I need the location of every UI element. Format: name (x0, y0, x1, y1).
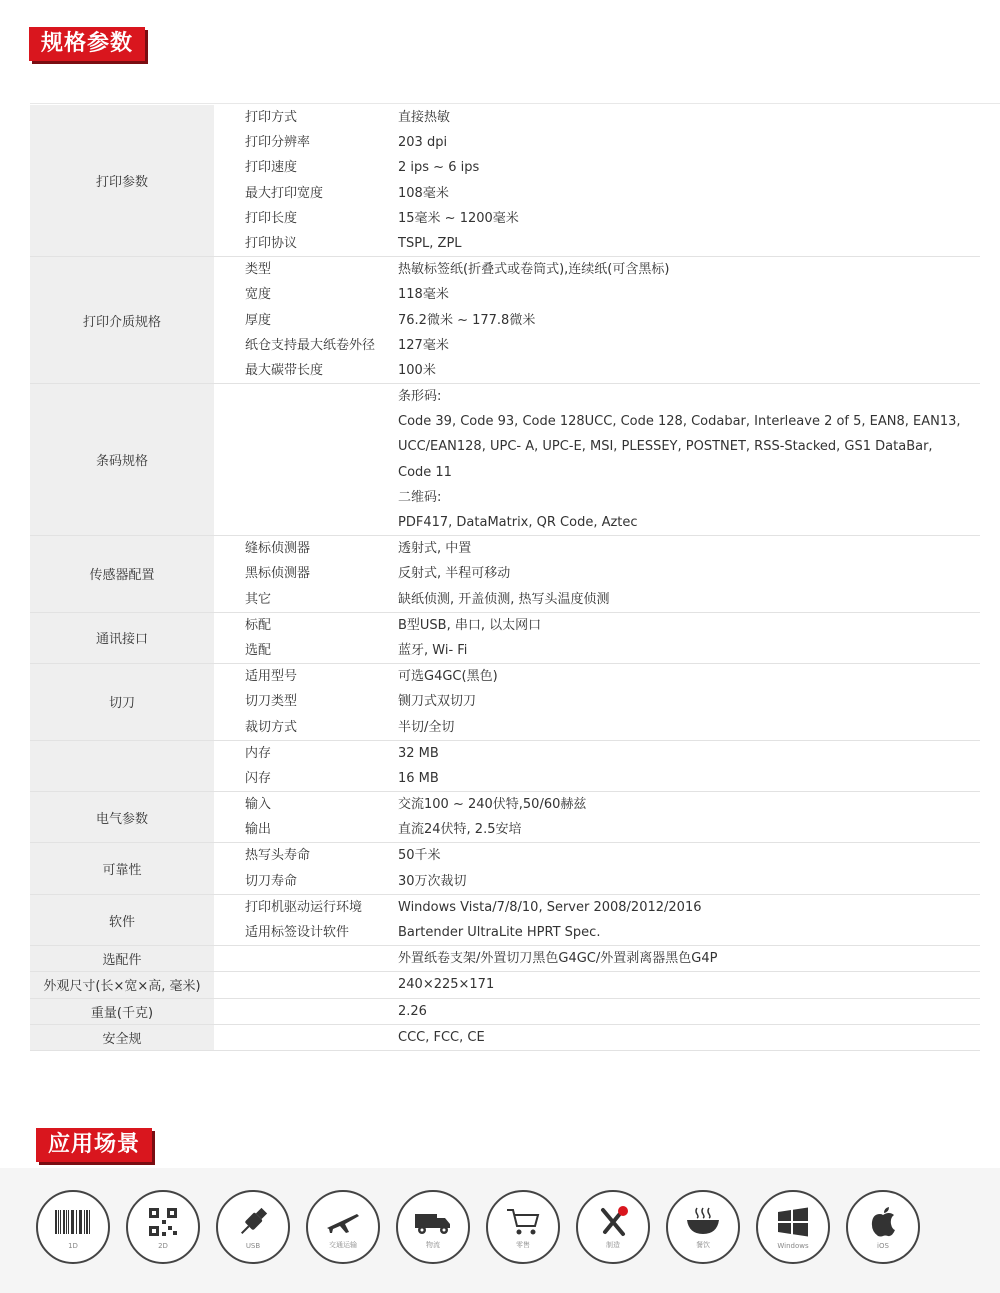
spec-value: 透射式, 中置 (398, 541, 472, 557)
spec-value: 2.26 (398, 1003, 427, 1019)
spec-key: 类型 (245, 262, 272, 278)
spec-key: 适用标签设计软件 (245, 925, 350, 940)
spec-row (214, 689, 980, 714)
spec-value: Bartender UltraLite HPRT Spec. (398, 925, 601, 940)
spec-section-title: 规格参数 (29, 27, 145, 61)
spec-key: 纸仓支持最大纸卷外径 (245, 337, 376, 353)
spec-row (214, 920, 980, 945)
bowl-icon (683, 1212, 723, 1242)
spec-key: 打印机驱动运行环境 (245, 899, 363, 915)
spec-key: 缝标侦测器 (245, 541, 311, 557)
apple-icon (863, 1212, 903, 1242)
spec-row (214, 257, 980, 282)
spec-value: 二维码: (398, 489, 442, 505)
scene-label: 零售 (516, 1241, 530, 1249)
scene-item (396, 1190, 470, 1264)
spec-category: 电气参数 (30, 792, 214, 842)
spec-value: 30万次裁切 (398, 873, 467, 889)
spec-row (214, 843, 980, 868)
scene-label: 餐饮 (696, 1241, 710, 1249)
scene-label: Windows (777, 1242, 809, 1250)
spec-table (30, 105, 980, 1051)
spec-value: 240×225×171 (398, 977, 495, 993)
spec-category (30, 741, 214, 791)
spec-group (30, 664, 980, 741)
spec-key (214, 485, 398, 510)
spec-category: 切刀 (30, 664, 214, 740)
spec-row (214, 869, 980, 894)
spec-value: 条形码: (398, 389, 442, 405)
spec-value: 15毫米 ~ 1200毫米 (398, 210, 519, 226)
spec-row (214, 972, 980, 997)
spec-value: 外置纸卷支架/外置切刀黑色G4GC/外置剥离器黑色G4P (398, 951, 718, 967)
scene-item (306, 1190, 380, 1264)
spec-value: CCC, FCC, CE (398, 1029, 485, 1045)
cart-icon (503, 1212, 543, 1242)
truck-icon (413, 1212, 453, 1242)
scene-label: USB (245, 1242, 261, 1250)
spec-key: 打印方式 (245, 110, 298, 125)
spec-group (30, 741, 980, 792)
spec-key: 标配 (245, 617, 272, 633)
spec-row (214, 130, 980, 155)
scene-label: 制造 (606, 1241, 620, 1249)
spec-row (214, 766, 980, 791)
spec-key: 打印协议 (245, 235, 298, 251)
barcode-1d-icon (53, 1212, 93, 1242)
spec-value: 50千米 (398, 848, 441, 864)
spec-row (214, 1025, 980, 1050)
spec-row (214, 282, 980, 307)
spec-group (30, 257, 980, 384)
spec-key (214, 460, 398, 485)
spec-value: 118毫米 (398, 287, 449, 303)
spec-key: 打印速度 (245, 160, 298, 176)
spec-key: 内存 (245, 745, 272, 761)
spec-value: 100米 (398, 362, 436, 378)
spec-value: 108毫米 (398, 185, 449, 201)
spec-row (214, 460, 980, 485)
spec-value: 直流24伏特, 2.5安培 (398, 822, 522, 838)
spec-row (214, 895, 980, 920)
spec-key (214, 999, 398, 1024)
scene-label: 物流 (426, 1241, 440, 1249)
scene-item (666, 1190, 740, 1264)
airplane-icon (323, 1212, 363, 1242)
scene-section-title: 应用场景 (36, 1128, 152, 1162)
spec-key: 最大打印宽度 (245, 185, 324, 201)
spec-key: 热写头寿命 (245, 848, 311, 864)
spec-key: 宽度 (245, 287, 272, 303)
scene-icon-row (36, 1190, 920, 1264)
spec-value: 直接热敏 (398, 110, 451, 125)
spec-value: 蓝牙, Wi- Fi (398, 642, 468, 658)
spec-key: 输出 (245, 822, 272, 838)
spec-row (214, 587, 980, 612)
spec-key (214, 409, 398, 434)
spec-row (214, 741, 980, 766)
scene-item (576, 1190, 650, 1264)
spec-key: 切刀类型 (245, 694, 298, 710)
spec-category: 打印介质规格 (30, 257, 214, 383)
scene-item (36, 1190, 110, 1264)
scene-label: 2D (158, 1242, 168, 1250)
spec-key: 适用型号 (245, 669, 298, 685)
scene-label: 1D (68, 1242, 78, 1250)
spec-group (30, 972, 980, 998)
spec-value: Code 39, Code 93, Code 128UCC, Code 128, Codabar, Interleave 2 of 5, EAN8, EAN13, (398, 414, 961, 430)
spec-value: 127毫米 (398, 337, 449, 353)
spec-value: Windows Vista/7/8/10, Server 2008/2012/2016 (398, 899, 702, 915)
scene-item (126, 1190, 200, 1264)
spec-row (214, 510, 980, 535)
spec-category: 可靠性 (30, 843, 214, 893)
spec-row (214, 638, 980, 663)
spec-group (30, 895, 980, 946)
spec-category: 条码规格 (30, 384, 214, 535)
spec-category: 重量(千克) (30, 999, 214, 1024)
spec-row (214, 536, 980, 561)
spec-value: UCC/EAN128, UPC- A, UPC-E, MSI, PLESSEY, POSTNET, RSS-Stacked, GS1 DataBar, (398, 439, 933, 455)
spec-row (214, 155, 980, 180)
spec-category: 选配件 (30, 946, 214, 971)
spec-row (214, 999, 980, 1024)
spec-row (214, 946, 980, 971)
spec-row (214, 434, 980, 459)
spec-value: 16 MB (398, 770, 439, 786)
usb-icon (233, 1212, 273, 1242)
spec-key: 打印分辨率 (245, 135, 311, 151)
tools-icon (593, 1212, 633, 1242)
spec-category: 外观尺寸(长×宽×高, 毫米) (30, 972, 214, 997)
spec-row (214, 792, 980, 817)
divider (30, 103, 1000, 104)
spec-row (214, 817, 980, 842)
spec-key: 切刀寿命 (245, 873, 298, 889)
spec-key: 闪存 (245, 770, 272, 786)
spec-row (214, 206, 980, 231)
spec-row (214, 181, 980, 206)
spec-category: 传感器配置 (30, 536, 214, 612)
spec-value: 32 MB (398, 745, 439, 761)
spec-key (214, 1025, 398, 1050)
spec-key: 裁切方式 (245, 719, 298, 735)
windows-icon (773, 1212, 813, 1242)
spec-value: 2 ips ~ 6 ips (398, 160, 480, 176)
spec-key (214, 434, 398, 459)
spec-value: B型USB, 串口, 以太网口 (398, 617, 542, 633)
spec-key: 黑标侦测器 (245, 566, 311, 582)
spec-key (214, 510, 398, 535)
spec-row (214, 308, 980, 333)
spec-group (30, 105, 980, 257)
spec-row (214, 358, 980, 383)
spec-group (30, 999, 980, 1025)
spec-key: 打印长度 (245, 210, 298, 226)
spec-group (30, 843, 980, 894)
spec-key: 厚度 (245, 312, 272, 328)
scene-item (486, 1190, 560, 1264)
spec-category: 通讯接口 (30, 613, 214, 663)
spec-group (30, 1025, 980, 1051)
spec-key: 输入 (245, 797, 272, 813)
spec-row (214, 485, 980, 510)
spec-group (30, 613, 980, 664)
spec-row (214, 231, 980, 256)
spec-value: 热敏标签纸(折叠式或卷筒式),连续纸(可含黑标) (398, 262, 670, 278)
spec-category: 软件 (30, 895, 214, 945)
scene-label: iOS (877, 1242, 889, 1250)
spec-value: 铡刀式双切刀 (398, 694, 477, 710)
spec-key: 选配 (245, 642, 272, 658)
spec-row (214, 561, 980, 586)
spec-value: 反射式, 半程可移动 (398, 566, 511, 582)
spec-key (214, 946, 398, 971)
spec-key (214, 972, 398, 997)
spec-value: Code 11 (398, 464, 452, 480)
spec-value: 203 dpi (398, 135, 448, 151)
scene-item (216, 1190, 290, 1264)
spec-value: PDF417, DataMatrix, QR Code, Aztec (398, 515, 638, 530)
spec-value: 可选G4GC(黑色) (398, 669, 498, 685)
spec-group (30, 536, 980, 613)
spec-key (214, 384, 398, 409)
spec-row (214, 384, 980, 409)
spec-category: 打印参数 (30, 105, 214, 256)
spec-row (214, 664, 980, 689)
spec-group (30, 384, 980, 536)
spec-row (214, 105, 980, 130)
spec-value: 交流100 ~ 240伏特,50/60赫兹 (398, 797, 587, 813)
spec-value: 缺纸侦测, 开盖侦测, 热写头温度侦测 (398, 591, 610, 607)
spec-row (214, 333, 980, 358)
spec-key: 最大碳带长度 (245, 362, 324, 378)
spec-key: 其它 (245, 591, 272, 607)
spec-value: TSPL, ZPL (398, 235, 462, 251)
spec-value: 76.2微米 ~ 177.8微米 (398, 312, 536, 328)
spec-value: 半切/全切 (398, 719, 455, 735)
spec-group (30, 792, 980, 843)
spec-group (30, 946, 980, 972)
spec-row (214, 613, 980, 638)
spec-category: 安全规 (30, 1025, 214, 1050)
scene-item (846, 1190, 920, 1264)
spec-row (214, 409, 980, 434)
scene-item (756, 1190, 830, 1264)
scene-label: 交通运输 (329, 1241, 357, 1249)
spec-row (214, 715, 980, 740)
qr-2d-icon (143, 1212, 183, 1242)
